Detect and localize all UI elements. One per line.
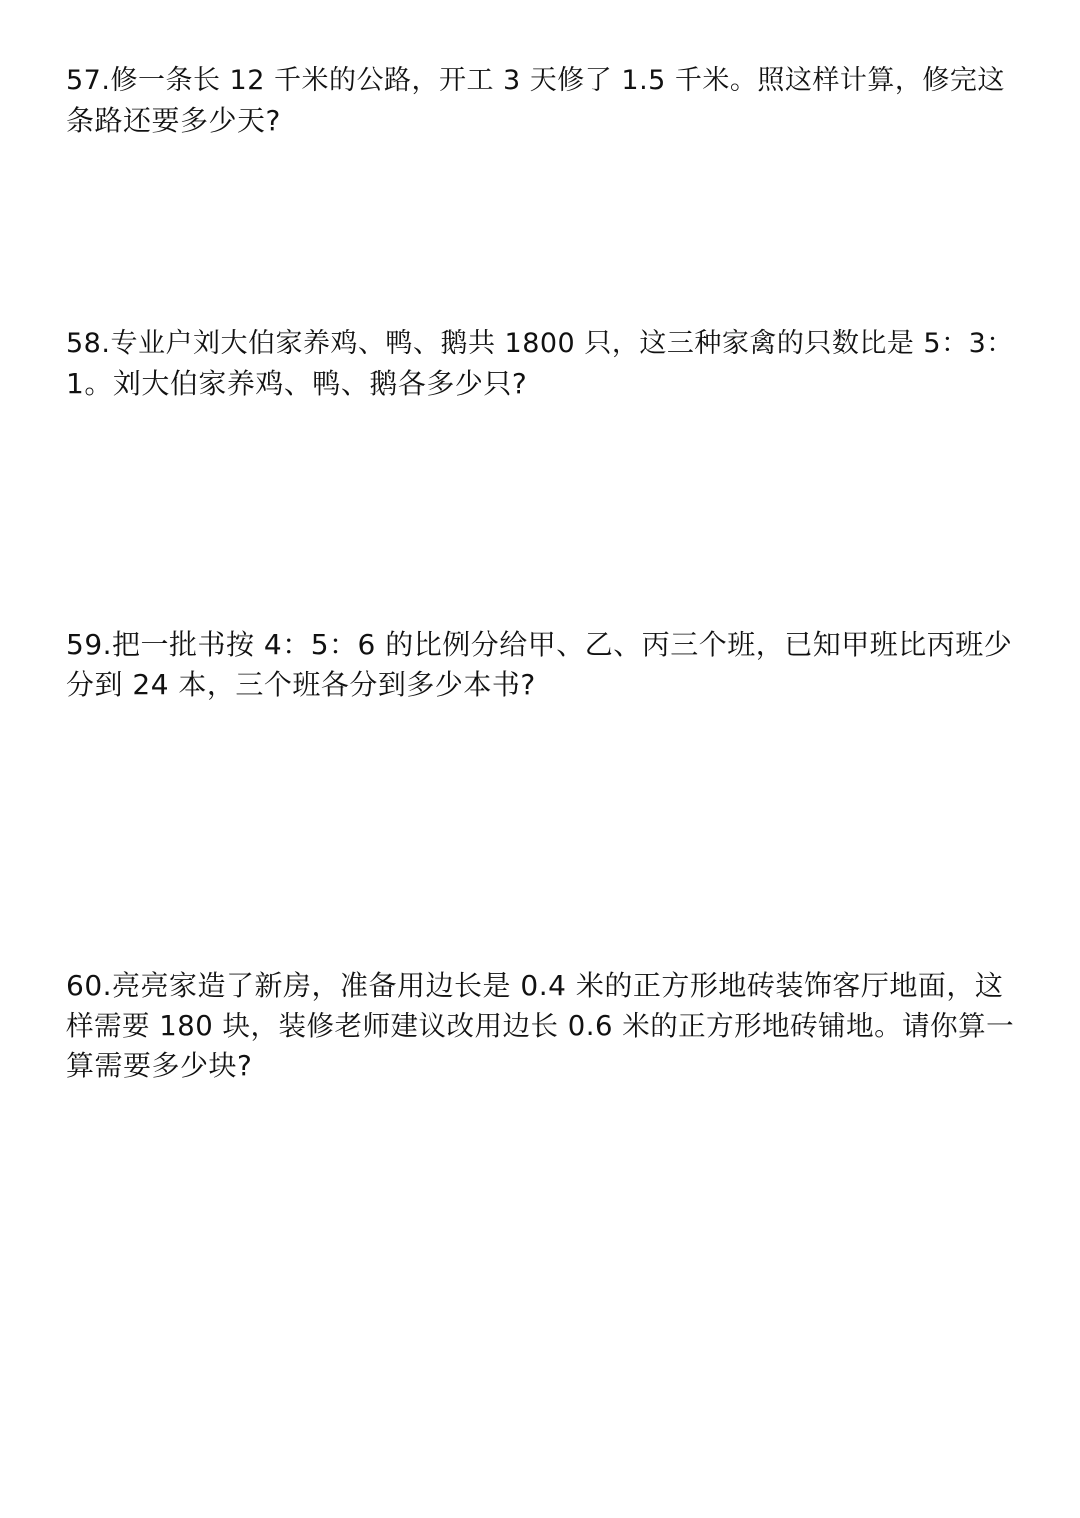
problem-57-line-1: 57.修一条长 12 千米的公路，开工 3 天修了 1.5 千米。照这样计算，修完这 <box>66 65 1005 96</box>
problem-58-line-2: 1。刘大伯家养鸡、鸭、鹅各多少只? <box>66 367 528 400</box>
problem-60-line-2: 样需要 180 块，装修老师建议改用边长 0.6 米的正方形地砖铺地。请你算一 <box>66 1010 1015 1042</box>
problem-59-line-1: 59.把一批书按 4：5：6 的比例分给甲、乙、丙三个班，已知甲班比丙班少 <box>66 628 1013 661</box>
problem-57 <box>66 61 1016 141</box>
problem-59 <box>66 625 1016 705</box>
problem-59-line-2: 分到 24 本，三个班各分到多少本书? <box>66 668 536 701</box>
problem-58 <box>66 324 1016 404</box>
problem-60-line-3: 算需要多少块? <box>66 1049 253 1082</box>
problem-60 <box>66 966 1016 1086</box>
problem-60-line-1: 60.亮亮家造了新房，准备用边长是 0.4 米的正方形地砖装饰客厅地面，这 <box>66 969 1004 1002</box>
problem-57-line-2: 条路还要多少天? <box>66 104 281 137</box>
problem-58-line-1: 58.专业户刘大伯家养鸡、鸭、鹅共 1800 只，这三种家禽的只数比是 5：3： <box>66 328 1014 359</box>
